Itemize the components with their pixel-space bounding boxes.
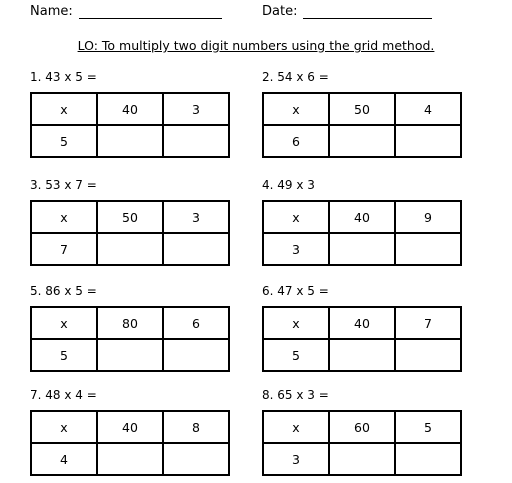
- learning-objective: LO: To multiply two digit numbers using the grid method.: [77, 38, 435, 53]
- answer-cell-ones[interactable]: [163, 125, 229, 157]
- question-label: 3. 53 x 7 =: [30, 178, 97, 192]
- question-label: 6. 47 x 5 =: [262, 284, 329, 298]
- question-7: [30, 388, 234, 476]
- question-1: [30, 70, 234, 158]
- multiplication-grid: [30, 200, 230, 266]
- grid-multiplier: 4: [31, 443, 97, 475]
- question-2: [262, 70, 466, 158]
- answer-cell-ones[interactable]: [395, 443, 461, 475]
- multiplication-grid: [262, 200, 462, 266]
- grid-ones: 9: [395, 201, 461, 233]
- answer-cell-tens[interactable]: [329, 339, 395, 371]
- multiplication-grid: [262, 306, 462, 372]
- grid-tens: 50: [329, 93, 395, 125]
- grid-tens: 40: [97, 411, 163, 443]
- date-line[interactable]: [303, 4, 432, 19]
- grid-operator: x: [31, 93, 97, 125]
- grid-ones: 6: [163, 307, 229, 339]
- grid-multiplier: 3: [263, 233, 329, 265]
- grid-operator: x: [31, 201, 97, 233]
- answer-cell-tens[interactable]: [329, 443, 395, 475]
- answer-cell-ones[interactable]: [163, 339, 229, 371]
- answer-cell-tens[interactable]: [329, 233, 395, 265]
- grid-multiplier: 5: [31, 125, 97, 157]
- multiplication-grid: [30, 306, 230, 372]
- question-6: [262, 284, 466, 372]
- answer-cell-tens[interactable]: [329, 125, 395, 157]
- grid-operator: x: [263, 307, 329, 339]
- answer-cell-ones[interactable]: [395, 125, 461, 157]
- answer-cell-tens[interactable]: [97, 339, 163, 371]
- grid-operator: x: [263, 93, 329, 125]
- question-label: 1. 43 x 5 =: [30, 70, 97, 84]
- grid-operator: x: [263, 201, 329, 233]
- name-field: [30, 4, 222, 19]
- answer-cell-tens[interactable]: [97, 125, 163, 157]
- grid-multiplier: 5: [31, 339, 97, 371]
- name-label: Name:: [30, 4, 73, 19]
- grid-tens: 40: [97, 93, 163, 125]
- grid-ones: 5: [395, 411, 461, 443]
- date-field: [262, 4, 432, 19]
- question-label: 2. 54 x 6 =: [262, 70, 329, 84]
- grid-tens: 40: [329, 307, 395, 339]
- multiplication-grid: [262, 410, 462, 476]
- question-8: [262, 388, 466, 476]
- grid-tens: 80: [97, 307, 163, 339]
- question-label: 7. 48 x 4 =: [30, 388, 97, 402]
- grid-tens: 40: [329, 201, 395, 233]
- grid-multiplier: 5: [263, 339, 329, 371]
- question-label: 5. 86 x 5 =: [30, 284, 97, 298]
- grid-ones: 3: [163, 201, 229, 233]
- answer-cell-tens[interactable]: [97, 443, 163, 475]
- grid-operator: x: [31, 307, 97, 339]
- grid-tens: 50: [97, 201, 163, 233]
- answer-cell-ones[interactable]: [395, 339, 461, 371]
- question-3: [30, 178, 234, 266]
- grid-ones: 7: [395, 307, 461, 339]
- grid-multiplier: 3: [263, 443, 329, 475]
- multiplication-grid: [30, 410, 230, 476]
- question-4: [262, 178, 466, 266]
- question-label: 8. 65 x 3 =: [262, 388, 329, 402]
- grid-ones: 8: [163, 411, 229, 443]
- grid-ones: 4: [395, 93, 461, 125]
- grid-operator: x: [31, 411, 97, 443]
- name-line[interactable]: [79, 4, 222, 19]
- question-label: 4. 49 x 3: [262, 178, 315, 192]
- multiplication-grid: [262, 92, 462, 158]
- grid-multiplier: 6: [263, 125, 329, 157]
- answer-cell-ones[interactable]: [163, 443, 229, 475]
- answer-cell-ones[interactable]: [163, 233, 229, 265]
- grid-ones: 3: [163, 93, 229, 125]
- date-label: Date:: [262, 4, 298, 19]
- multiplication-grid: [30, 92, 230, 158]
- answer-cell-ones[interactable]: [395, 233, 461, 265]
- answer-cell-tens[interactable]: [97, 233, 163, 265]
- grid-multiplier: 7: [31, 233, 97, 265]
- grid-tens: 60: [329, 411, 395, 443]
- question-5: [30, 284, 234, 372]
- grid-operator: x: [263, 411, 329, 443]
